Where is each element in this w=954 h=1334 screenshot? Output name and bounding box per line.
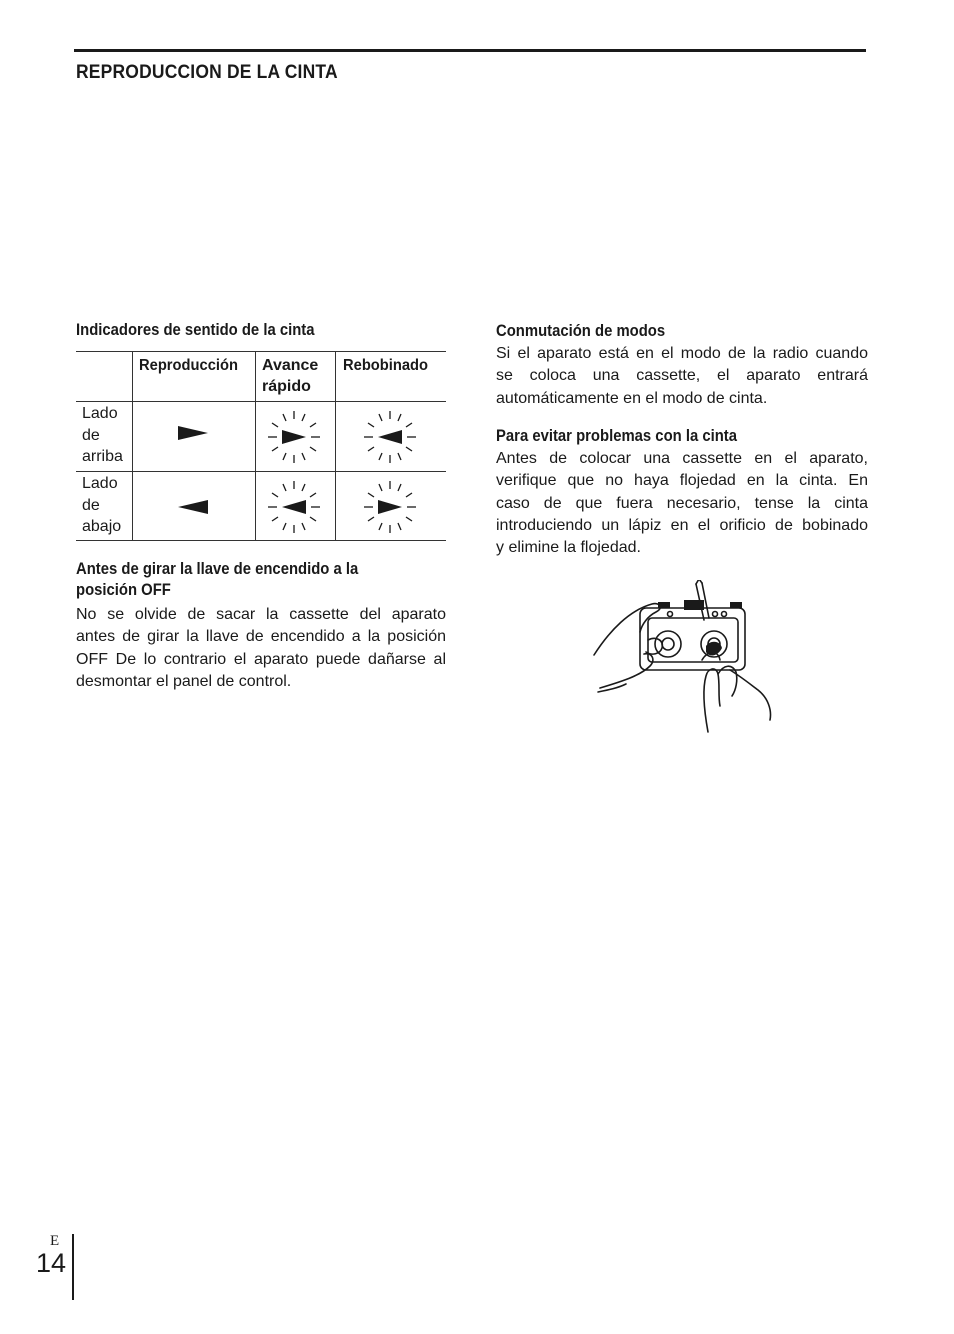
- off-line-4: desmontar el panel de control.: [76, 672, 292, 690]
- top-rule: [74, 49, 866, 52]
- row-label-abajo: [82, 473, 121, 538]
- problems-line-3: caso de que fuera necesario, tense la cinta: [496, 494, 868, 512]
- row-label-arriba-line3: arriba: [82, 448, 123, 465]
- off-line-1: No se olvide de sacar la cassette del aparato: [76, 606, 446, 623]
- blinking-right-arrow-icon: [360, 479, 420, 535]
- solid-left-arrow-icon: [178, 500, 208, 514]
- off-line-2: antes de girar la llave de encendido a la posición: [76, 628, 446, 646]
- page-title: REPRODUCCION DE LA CINTA: [76, 62, 338, 83]
- row-label-arriba: [82, 403, 123, 468]
- page-number: 14: [36, 1248, 67, 1278]
- indicators-table: [76, 351, 446, 541]
- off-heading-line2: posición OFF: [76, 581, 171, 599]
- problems-heading: Para evitar problemas con la cinta: [496, 427, 738, 445]
- col-header-avance: [262, 355, 318, 397]
- col-header-avance-line1: Avance: [262, 357, 319, 374]
- problems-line-5: y elimine la flojedad.: [496, 539, 641, 557]
- off-paragraph: [76, 604, 446, 693]
- off-line-3: OFF De lo contrario el aparato puede dañarse al: [76, 650, 446, 668]
- modes-line-1: Si el aparato está en el modo de la radio cuando: [496, 345, 868, 362]
- page-number-rule: [72, 1234, 74, 1300]
- table-col-rule-1: [132, 351, 133, 541]
- row-label-abajo-line2: de: [82, 496, 100, 514]
- hands-tightening-cassette-tape-icon: [590, 580, 780, 735]
- problems-line-1: Antes de colocar una cassette en el aparato,: [496, 450, 868, 467]
- blinking-left-arrow-icon: [360, 409, 420, 465]
- table-col-rule-2: [255, 351, 256, 541]
- problems-line-4: introduciendo un lápiz en el orificio de bobinado: [496, 516, 868, 534]
- page-section-letter: E: [50, 1233, 60, 1249]
- indicators-heading: Indicadores de sentido de la cinta: [76, 321, 315, 339]
- row-label-arriba-line2: de: [82, 426, 100, 444]
- col-header-avance-line2: rápido: [262, 378, 311, 395]
- row-label-abajo-line1: Lado: [82, 475, 118, 492]
- row-label-abajo-line3: abajo: [82, 518, 122, 535]
- problems-paragraph: [496, 448, 868, 559]
- modes-line-3: automáticamente en el modo de cinta.: [496, 389, 768, 407]
- col-header-rebobinado: Rebobinado: [343, 357, 429, 374]
- row-label-arriba-line1: Lado: [82, 405, 118, 422]
- off-heading-line1: Antes de girar la llave de encendido a la: [76, 560, 359, 578]
- blinking-left-arrow-icon: [264, 479, 324, 535]
- modes-heading: Conmutación de modos: [496, 322, 666, 340]
- problems-line-2: verifique que no haya flojedad en la cinta. En: [496, 472, 868, 490]
- off-heading: [76, 559, 358, 601]
- col-header-reproduccion: Reproducción: [139, 357, 238, 374]
- solid-right-arrow-icon: [178, 426, 208, 440]
- table-col-rule-3: [335, 351, 336, 541]
- modes-line-2: se coloca una cassette, el aparato entrará: [496, 367, 868, 385]
- blinking-right-arrow-icon: [264, 409, 324, 465]
- modes-paragraph: [496, 343, 868, 410]
